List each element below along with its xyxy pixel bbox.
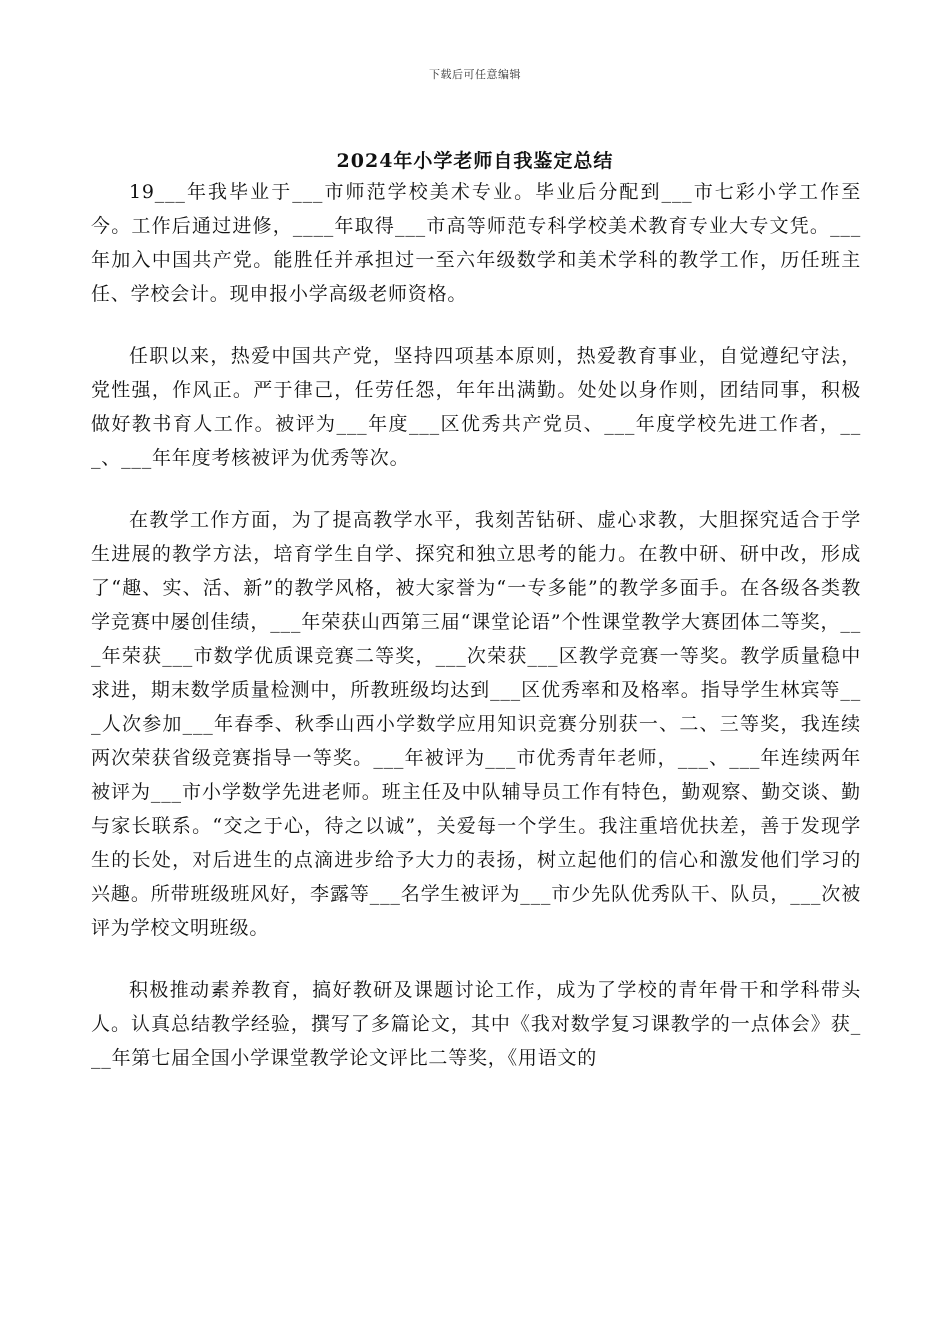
paragraph-teaching: 在教学工作方面，为了提高教学水平，我刻苦钻研、虚心求教，大胆探究适合于学生进展的教学方法，培育学生自学、探究和独立思考的能力。在教中研、研中改，形成了“趣、实、活、新”的教学风格，被大家誉为“一专多能”的教学多面手。在各级各类教学竞赛中屡创佳绩，___年荣获山西第三届“课堂论语”个性课堂教学大赛团体二等奖，___年荣获___市数学优质课竞赛二等奖，___次荣获___区教学竞赛一等奖。教学质量稳中求进，期末数学质量检测中，所教班级均达到___区优秀率和及格率。指导学生林宾等___人次参加___年春季、秋季山西小学数学应用知识竞赛分别获一、二、三等奖，我连续两次荣获省级竞赛指导一等奖。___年被评为___市优秀青年老师，___、___年连续两年被评为___市小学数学先进老师。班主任及中队辅导员工作有特色，勤观察、勤交谈、勤与家长联系。“交之于心，待之以诚”，关爱每一个学生。我注重培优扶差，善于发现学生的长处，对后进生的点滴进步给予大力的表扬，树立起他们的信心和激发他们学习的兴趣。所带班级班风好，李露等___名学生被评为___市少先队优秀队干、队员，___次被评为学校文明班级。 — [91, 509, 861, 939]
paragraph-education: 19___年我毕业于___市师范学校美术专业。毕业后分配到___市七彩小学工作至今。工作后通过进修，____年取得___市高等师范专科学校美术教育专业大专文凭。___年加入中国共产党。能胜任并承担过一至六年级数学和美术学科的教学工作，历任班主任、学校会计。现申报小学高级老师资格。 — [91, 181, 861, 305]
document-body — [91, 175, 861, 1103]
document-title: 2024年小学老师自我鉴定总结 — [336, 150, 614, 172]
paragraph-conduct: 任职以来，热爱中国共产党，坚持四项基本原则，热爱教育事业，自觉遵纪守法，党性强，作风正。严于律己，任劳任怨，年年出满勤。处处以身作则，团结同事，积极做好教书育人工作。被评为___年度___区优秀共产党员、___年度学校先进工作者，___、___年年度考核被评为优秀等次。 — [91, 345, 861, 469]
paragraph-research: 积极推动素养教育，搞好教研及课题讨论工作，成为了学校的青年骨干和学科带头人。认真总结教学经验，撰写了多篇论文，其中《我对数学复习课教学的一点体会》获___年第七届全国小学课堂教学论文评比二等奖，《用语文的 — [91, 979, 861, 1069]
header-note: 下载后可任意编辑 — [429, 68, 521, 81]
